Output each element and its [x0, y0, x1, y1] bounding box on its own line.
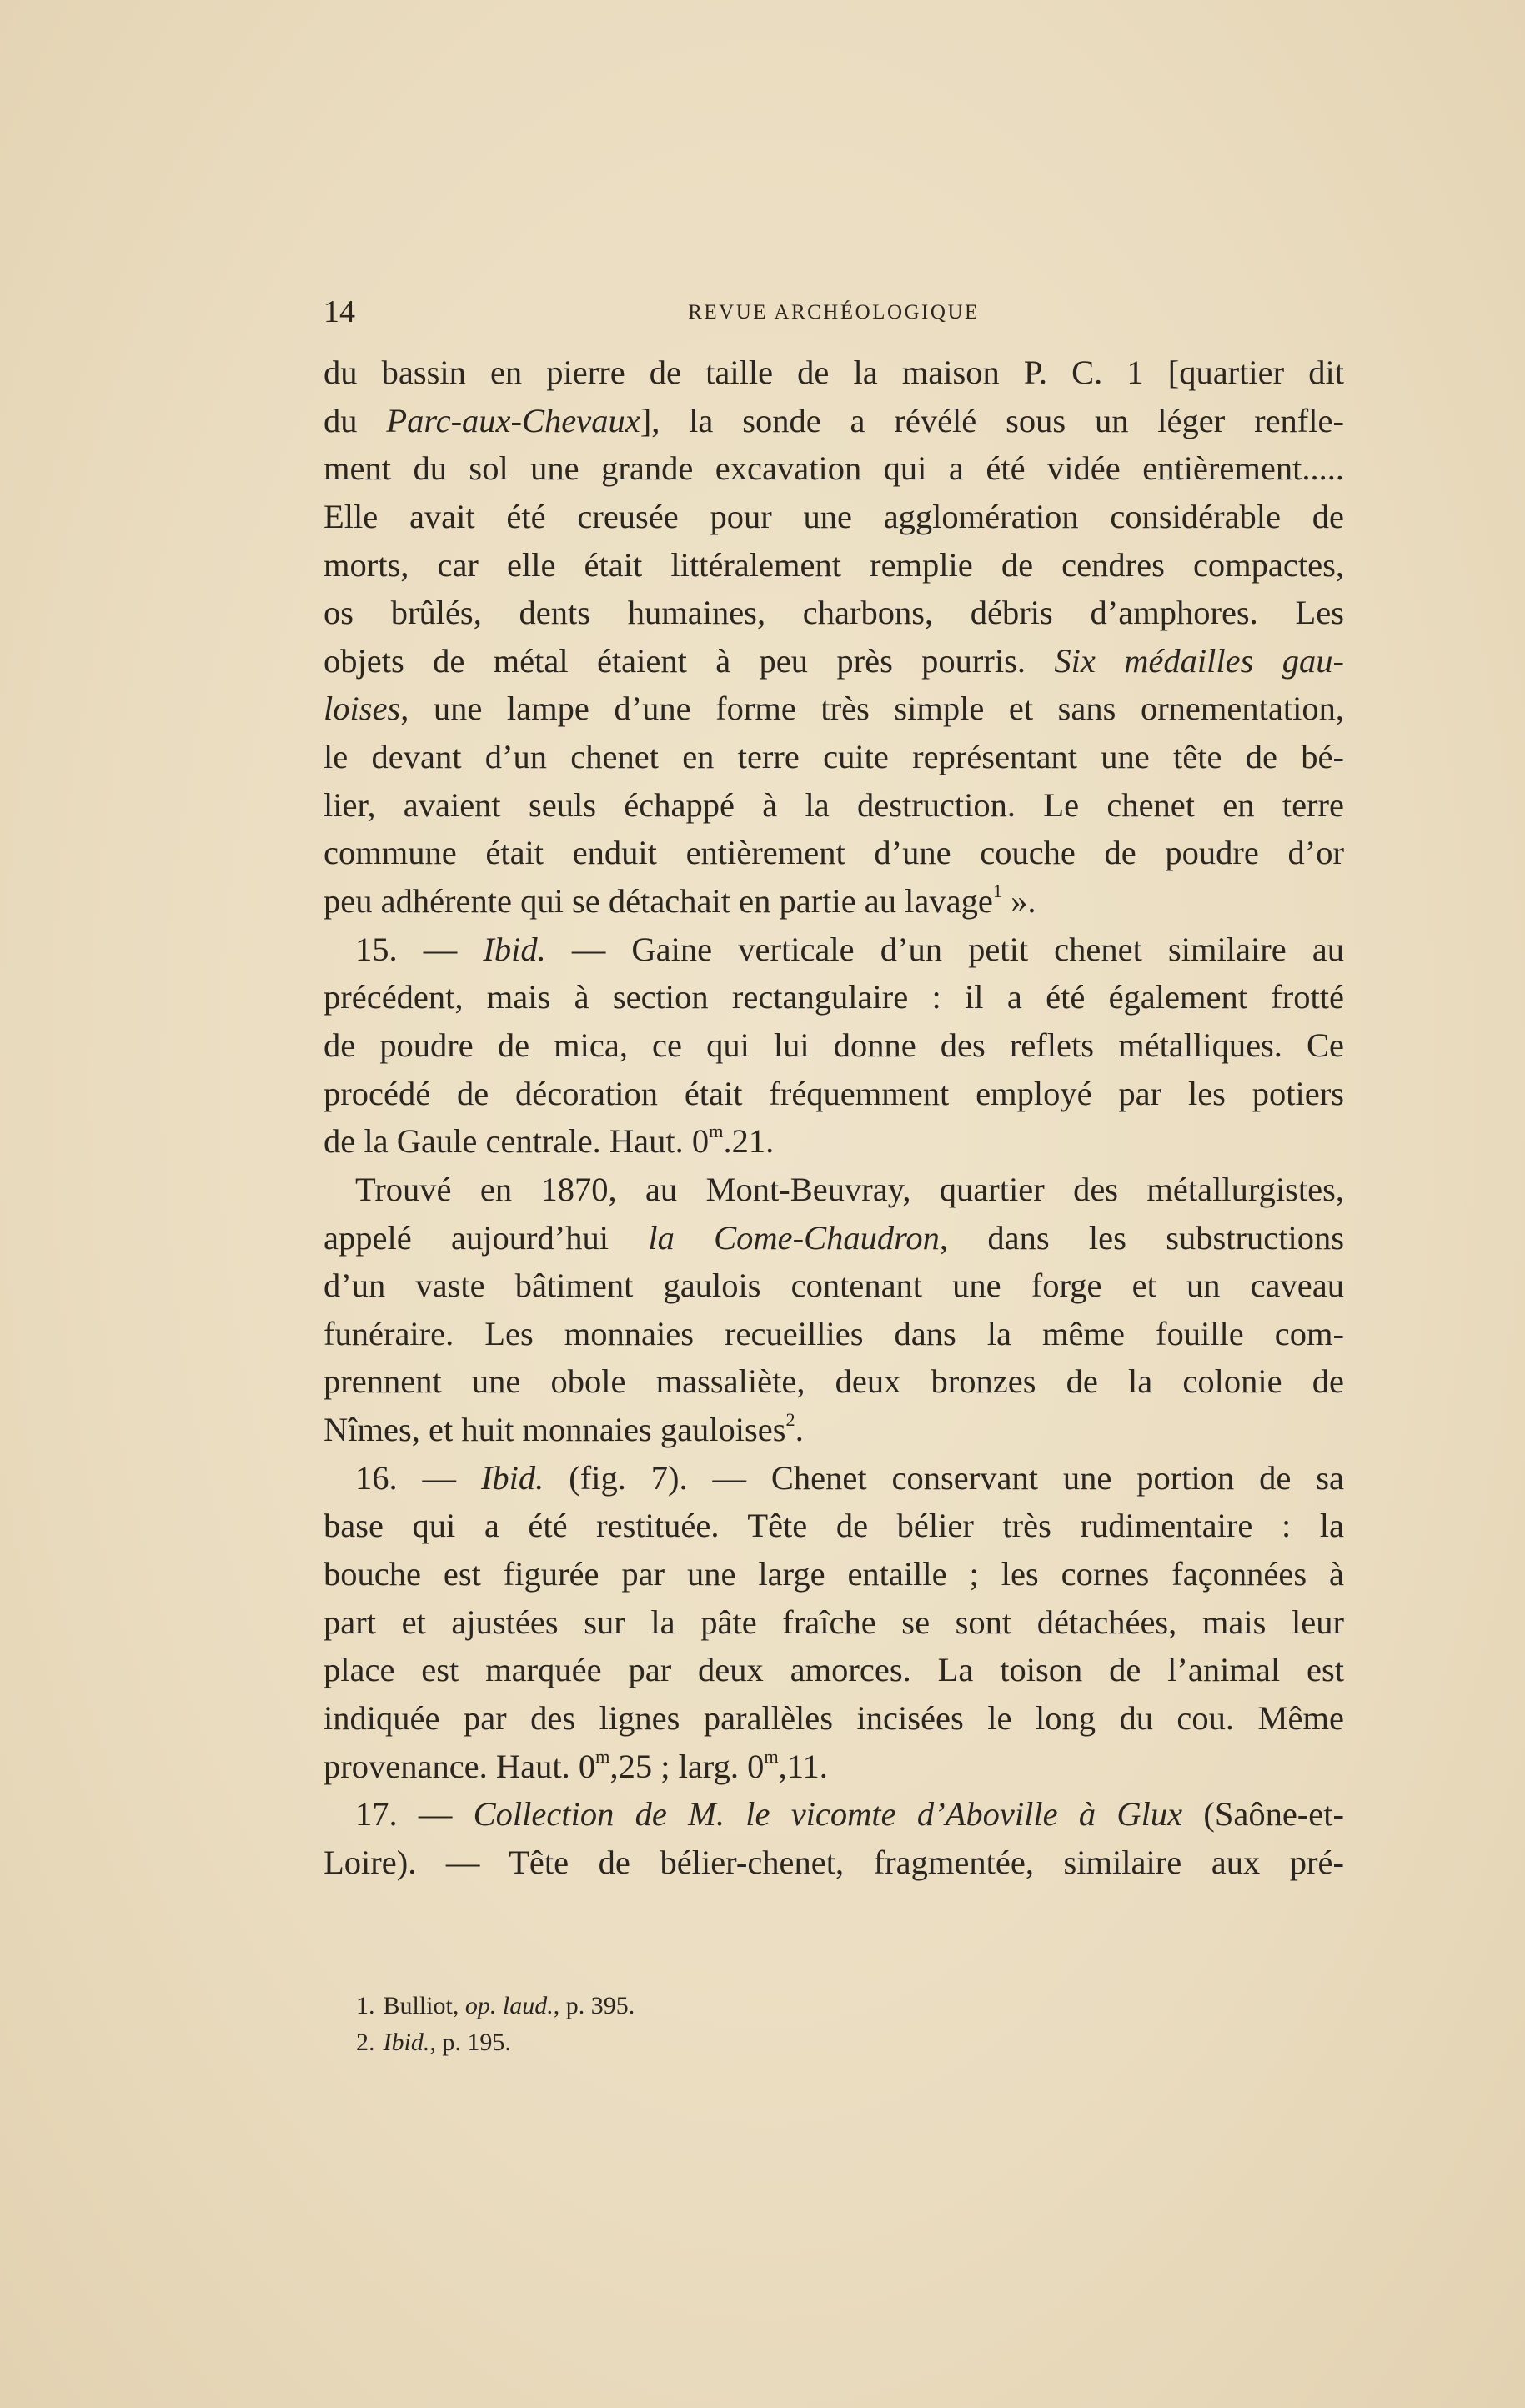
text-run: Elle avait été creusée pour une agglomération considérable de [324, 497, 1344, 535]
text-line [324, 541, 1344, 589]
footnote-number: 1. [356, 1992, 375, 2019]
body-text [324, 349, 1344, 1887]
running-head: REVUE ARCHÉOLOGIQUE [688, 301, 980, 324]
italic-text: Ibid. [383, 2029, 430, 2056]
text-line [324, 973, 1344, 1021]
text-run: bouche est figurée par une large entaille ; les cornes façonnées à [324, 1555, 1344, 1593]
text-line [324, 1839, 1344, 1887]
italic-text: Six médailles gau- [1054, 641, 1344, 680]
text-line [324, 877, 1344, 926]
text-run: lier, avaient seuls échappé à la destruction. Le chenet en terre [324, 785, 1344, 824]
superscript: m [595, 1745, 610, 1767]
text-run: le devant d’un chenet en terre cuite représentant une tête de bé- [324, 738, 1344, 776]
text-line [324, 1646, 1344, 1694]
text-run: , une lampe d’une forme très simple et sans ornementation, [400, 690, 1344, 728]
text-run: procédé de décoration était fréquemment employé par les potiers [324, 1074, 1344, 1112]
text-run: os brûlés, dents humaines, charbons, débris d’amphores. Les [324, 594, 1344, 632]
text-line [324, 397, 1344, 445]
text-line [324, 1310, 1344, 1358]
text-line [324, 1021, 1344, 1070]
text-line [324, 1357, 1344, 1406]
text-line [324, 1262, 1344, 1310]
text-run: ,25 ; larg. 0 [609, 1747, 765, 1785]
text-line [324, 444, 1344, 493]
text-line [324, 1166, 1344, 1214]
text-run: Loire). — Tête de bélier-chenet, fragmentée, similaire aux pré- [324, 1843, 1344, 1881]
text-line [324, 1550, 1344, 1598]
text-line [324, 829, 1344, 877]
text-run: Bulliot, [383, 1992, 465, 2019]
text-run: précédent, mais à section rectangulaire : il a été également frotté [324, 978, 1344, 1016]
text-run: du bassin en pierre de taille de la maison P. C. 1 [quartier dit [324, 354, 1344, 391]
text-run: indiquée par des lignes parallèles incisées le long du cou. Même [324, 1698, 1344, 1737]
text-run: commune était enduit entièrement d’une couche de poudre d’or [324, 834, 1344, 872]
italic-text: Collection de M. le vicomte d’Aboville à Glux [473, 1795, 1183, 1834]
text-line [324, 685, 1344, 733]
text-run: part et ajustées sur la pâte fraîche se sont détachées, mais leur [324, 1603, 1344, 1641]
text-run: 15. — [355, 930, 484, 968]
text-line [324, 349, 1344, 397]
text-run: . [795, 1411, 804, 1449]
footnote [356, 2024, 1273, 2061]
text-run: de la Gaule centrale. Haut. 0 [324, 1122, 710, 1161]
text-run: du [324, 401, 387, 439]
text-run: ment du sol une grande excavation qui a été vidée entièrement..... [324, 449, 1344, 488]
text-run: Nîmes, et huit monnaies gauloises [324, 1411, 786, 1449]
text-line [324, 1743, 1344, 1791]
superscript: m [709, 1121, 724, 1142]
text-run: provenance. Haut. 0 [324, 1747, 596, 1785]
text-line [324, 1454, 1344, 1502]
text-run: morts, car elle était littéralement remplie de cendres compactes, [324, 545, 1344, 584]
superscript: 2 [785, 1409, 795, 1431]
text-line [324, 1117, 1344, 1166]
italic-text: op. laud. [464, 1992, 554, 2019]
text-run: , dans les substructions [939, 1218, 1345, 1257]
text-run: prennent une obole massaliète, deux bronzes de la colonie de [324, 1362, 1344, 1401]
text-run: (Saône-et- [1182, 1795, 1344, 1834]
text-run: — Gaine verticale d’un petit chenet similaire au [545, 930, 1345, 968]
page-number: 14 [324, 294, 355, 329]
text-line [324, 1214, 1344, 1262]
footnote [356, 1988, 1273, 2024]
text-run: ,11. [778, 1747, 828, 1785]
superscript: 1 [992, 880, 1002, 902]
text-run: (fig. 7). — Chenet conservant une portion de sa [544, 1458, 1344, 1497]
footnotes [356, 1988, 1273, 2061]
text-line [324, 781, 1344, 830]
italic-text: la Come-Chaudron [648, 1218, 940, 1257]
text-line [324, 733, 1344, 781]
text-line [324, 1406, 1344, 1454]
text-line [324, 1694, 1344, 1743]
text-line [324, 637, 1344, 685]
text-run: d’un vaste bâtiment gaulois contenant une forge et un caveau [324, 1267, 1344, 1305]
superscript: m [764, 1745, 779, 1767]
text-line [324, 493, 1344, 541]
text-line [324, 926, 1344, 974]
text-run: , p. 195. [429, 2029, 511, 2056]
text-line [324, 1070, 1344, 1118]
text-run: objets de métal étaient à peu près pourris. [324, 641, 1055, 680]
text-run: appelé aujourd’hui [324, 1218, 649, 1257]
italic-text: Parc-aux-Chevaux [386, 401, 640, 439]
page-header [324, 293, 1344, 337]
italic-text: Ibid. [480, 1458, 544, 1497]
text-run: , p. 395. [553, 1992, 635, 2019]
text-run: Trouvé en 1870, au Mont-Beuvray, quartier des métallurgistes, [355, 1170, 1344, 1208]
text-run: 16. — [355, 1458, 481, 1497]
text-line [324, 1790, 1344, 1839]
text-run: peu adhérente qui se détachait en partie au lavage [324, 882, 993, 921]
text-run: de poudre de mica, ce qui lui donne des reflets métalliques. Ce [324, 1026, 1344, 1064]
text-line [324, 589, 1344, 637]
text-run: ], la sonde a révélé sous un léger renfle- [640, 401, 1344, 439]
text-run: ». [1001, 882, 1036, 921]
text-run: base qui a été restituée. Tête de bélier très rudimentaire : la [324, 1507, 1344, 1545]
text-run: .21. [723, 1122, 775, 1161]
text-line [324, 1598, 1344, 1647]
text-run: place est marquée par deux amorces. La toison de l’animal est [324, 1651, 1344, 1689]
text-run: 17. — [355, 1795, 474, 1834]
italic-text: Ibid. [483, 930, 546, 968]
text-line [324, 1502, 1344, 1550]
text-run: funéraire. Les monnaies recueillies dans la même fouille com- [324, 1314, 1344, 1352]
italic-text: loises [324, 690, 401, 728]
footnote-number: 2. [356, 2029, 375, 2056]
